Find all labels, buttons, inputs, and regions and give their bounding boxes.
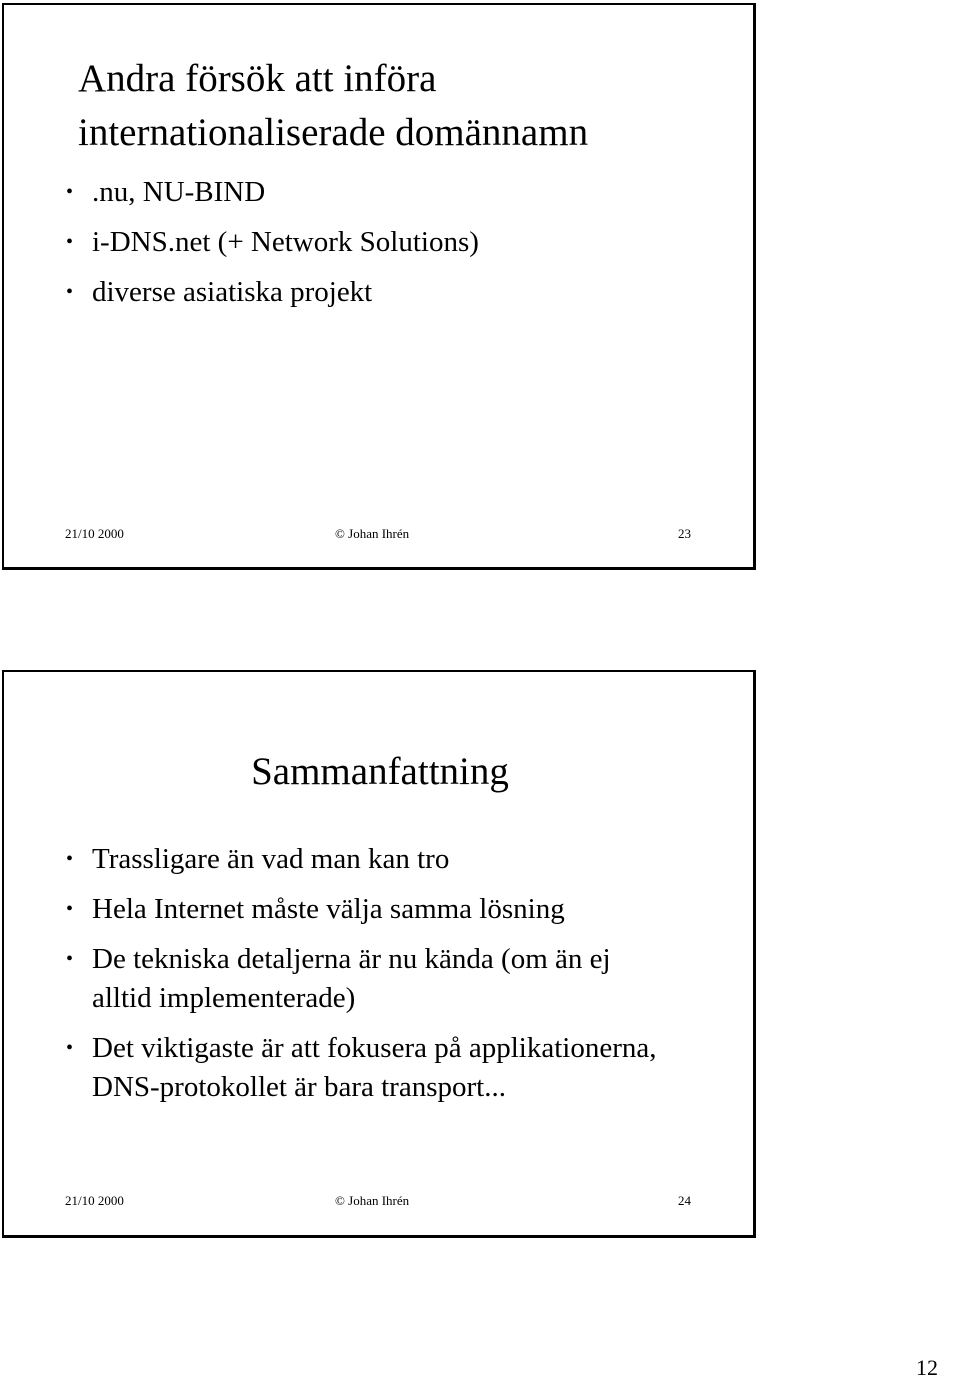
bullet-icon: • xyxy=(66,231,74,253)
slide-title xyxy=(78,52,588,160)
slide-title: Sammanfattning xyxy=(251,750,509,793)
bullet-list xyxy=(66,173,479,312)
copyright-icon: © xyxy=(335,526,345,541)
copyright-icon: © xyxy=(335,1193,345,1208)
footer-date: 21/10 2000 xyxy=(65,1193,124,1208)
bullet-text: Trassligare än vad man kan tro xyxy=(92,843,450,875)
bullet-text: De tekniska detaljerna är nu kända (om än ej alltid implementerade) xyxy=(92,943,611,1014)
list-item xyxy=(66,173,479,212)
bullet-icon: • xyxy=(66,848,74,870)
author-name: Johan Ihrén xyxy=(348,526,410,541)
slide-number: 23 xyxy=(678,526,691,541)
page-number: 12 xyxy=(916,1355,938,1380)
list-item xyxy=(66,840,666,879)
slide-footer xyxy=(0,526,760,542)
bullet-icon: • xyxy=(66,1037,74,1059)
bullet-icon: • xyxy=(66,948,74,970)
footer-author xyxy=(335,526,409,542)
title-line-1: Andra försök att införa xyxy=(78,57,437,100)
list-item xyxy=(66,940,666,1018)
footer-author xyxy=(335,1193,409,1209)
list-item xyxy=(66,223,479,262)
slide-number: 24 xyxy=(678,1193,691,1208)
list-item xyxy=(66,1029,666,1107)
footer-date: 21/10 2000 xyxy=(65,526,124,541)
author-name: Johan Ihrén xyxy=(348,1193,410,1208)
list-item xyxy=(66,273,479,312)
bullet-text: .nu, NU-BIND xyxy=(92,176,266,208)
bullet-list xyxy=(66,840,666,1107)
bullet-icon: • xyxy=(66,898,74,920)
bullet-icon: • xyxy=(66,181,74,203)
bullet-text: i-DNS.net (+ Network Solutions) xyxy=(92,226,479,258)
bullet-icon: • xyxy=(66,281,74,303)
bullet-text: Hela Internet måste välja samma lösning xyxy=(92,893,565,925)
title-line-2: internationaliserade domännamn xyxy=(78,111,589,154)
list-item xyxy=(66,890,666,929)
slide-footer xyxy=(0,1193,760,1209)
bullet-text: Det viktigaste är att fokusera på applikationerna, DNS-protokollet är bara transport... xyxy=(92,1032,657,1103)
bullet-text: diverse asiatiska projekt xyxy=(92,276,373,308)
